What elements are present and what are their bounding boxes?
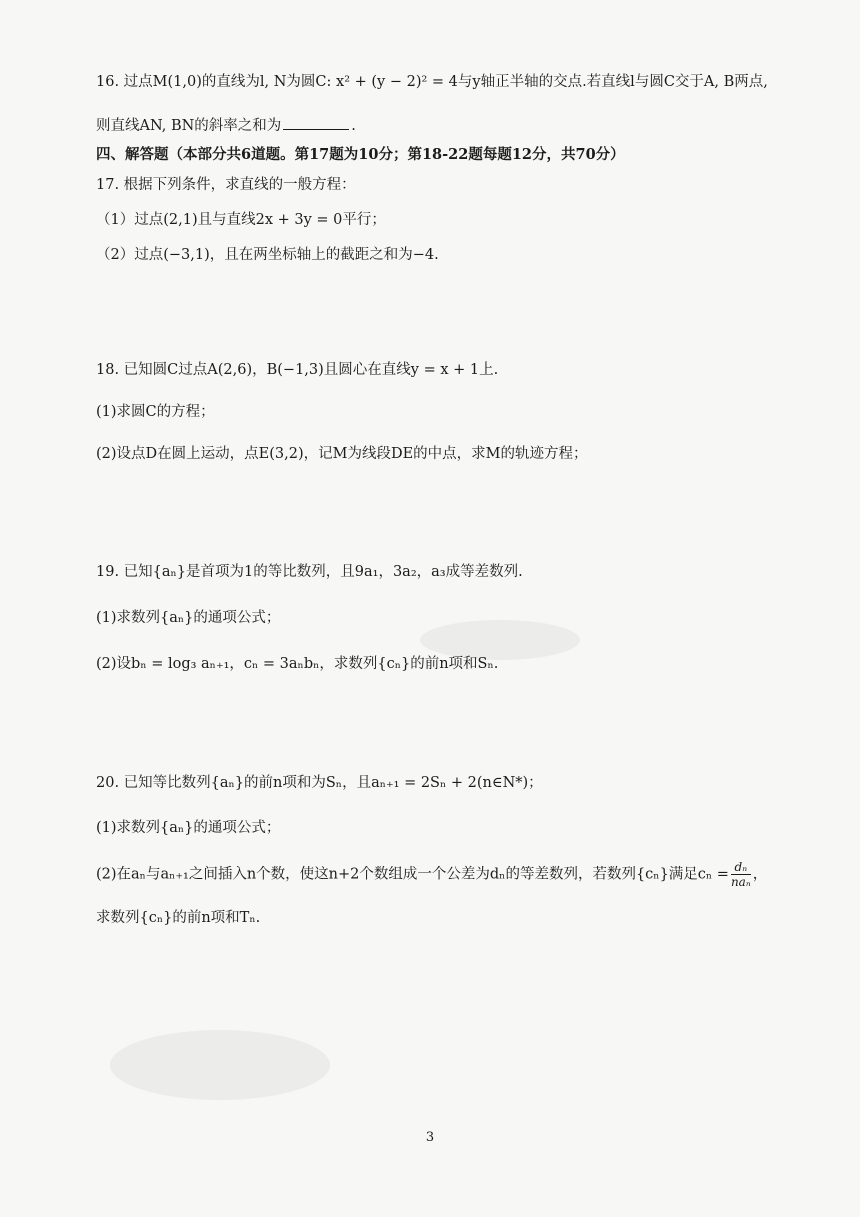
fraction-denominator: naₙ [730, 875, 751, 889]
q16-line2-prefix: 则直线AN, BN的斜率之和为 [96, 118, 282, 134]
q16-line1: 16. 过点M(1,0)的直线为l, N为圆C: x² + (y − 2)² = 4与y轴正半轴的交点.若直线l与圆C交于A, B两点, [96, 74, 768, 90]
section4-header: 四、解答题（本部分共6道题。第17题为10分；第18-22题每题12分，共70分） [96, 146, 625, 163]
q20-part2 [96, 860, 830, 889]
q20-part2-suffix: ， [752, 866, 768, 883]
q17-part1: （1）过点(2,1)且与直线2x + 3y = 0平行； [96, 212, 386, 228]
q20-part1: (1)求数列{aₙ}的通项公式； [96, 820, 281, 836]
q17-part2: （2）过点(−3,1)，且在两坐标轴上的截距之和为−4. [96, 247, 439, 263]
q19-part2: (2)设bₙ = log₃ aₙ₊₁，cₙ = 3aₙbₙ，求数列{cₙ}的前n项和Sₙ. [96, 656, 499, 672]
q16-line2-suffix: . [351, 118, 356, 134]
page-number: 3 [425, 1130, 435, 1145]
answer-blank [283, 115, 349, 130]
q17-stem: 17. 根据下列条件，求直线的一般方程： [96, 177, 356, 193]
q20-stem: 20. 已知等比数列{aₙ}的前n项和为Sₙ，且aₙ₊₁ = 2Sₙ + 2(n∈N*)； [96, 775, 543, 791]
q18-part1: (1)求圆C的方程； [96, 404, 215, 420]
fraction-numerator: dₙ [731, 860, 751, 875]
q18-part2: (2)设点D在圆上运动，点E(3,2)，记M为线段DE的中点，求M的轨迹方程； [96, 446, 588, 462]
q18-stem: 18. 已知圆C过点A(2,6)，B(−1,3)且圆心在直线y = x + 1上. [96, 362, 499, 378]
q19-stem: 19. 已知{aₙ}是首项为1的等比数列，且9a₁，3a₂，a₃成等差数列. [96, 564, 523, 580]
q16-line2 [96, 115, 830, 136]
q19-part1: (1)求数列{aₙ}的通项公式； [96, 610, 281, 626]
fraction [731, 860, 751, 889]
scan-smudge [110, 1030, 330, 1100]
q20-part3: 求数列{cₙ}的前n项和Tₙ. [96, 910, 261, 926]
q20-part2-prefix: (2)在aₙ与aₙ₊₁之间插入n个数，使这n+2个数组成一个公差为dₙ的等差数列，若数列{cₙ}满足cₙ = [96, 866, 729, 883]
